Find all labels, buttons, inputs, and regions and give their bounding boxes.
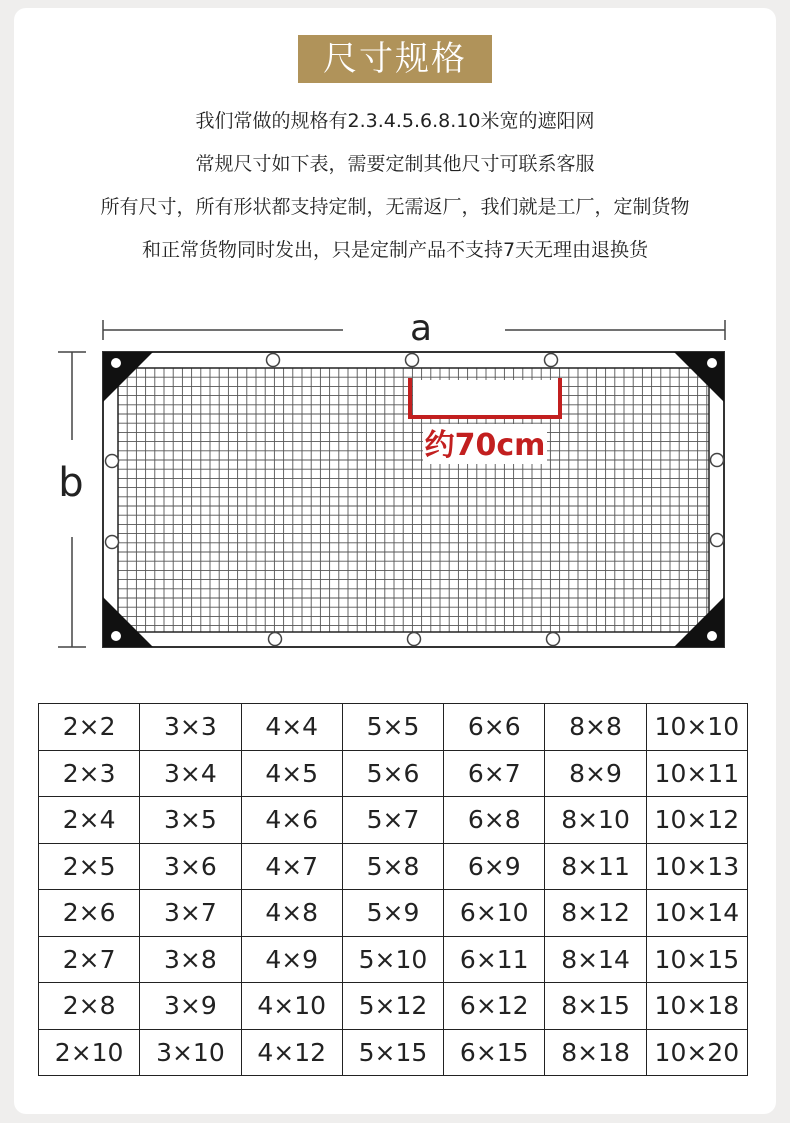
- size-cell: 8×12: [545, 890, 646, 937]
- size-cell: 2×3: [39, 750, 140, 797]
- size-cell: 3×7: [140, 890, 241, 937]
- size-cell: 10×20: [646, 1029, 747, 1076]
- size-cell: 8×8: [545, 704, 646, 751]
- size-cell: 2×5: [39, 843, 140, 890]
- size-cell: 4×10: [241, 983, 342, 1030]
- size-cell: 2×6: [39, 890, 140, 937]
- size-cell: 4×4: [241, 704, 342, 751]
- size-cell: 4×8: [241, 890, 342, 937]
- table-row: [39, 750, 748, 797]
- size-cell: 5×9: [342, 890, 443, 937]
- size-cell: 2×10: [39, 1029, 140, 1076]
- size-table: [38, 703, 748, 1076]
- size-cell: 5×6: [342, 750, 443, 797]
- size-cell: 6×12: [444, 983, 545, 1030]
- size-cell: 4×7: [241, 843, 342, 890]
- size-cell: 3×4: [140, 750, 241, 797]
- size-cell: 5×15: [342, 1029, 443, 1076]
- size-cell: 8×11: [545, 843, 646, 890]
- size-cell: 3×9: [140, 983, 241, 1030]
- size-cell: 5×7: [342, 797, 443, 844]
- size-cell: 4×6: [241, 797, 342, 844]
- size-cell: 6×15: [444, 1029, 545, 1076]
- size-cell: 5×10: [342, 936, 443, 983]
- size-cell: 2×4: [39, 797, 140, 844]
- size-cell: 2×2: [39, 704, 140, 751]
- size-cell: 6×6: [444, 704, 545, 751]
- size-cell: 10×10: [646, 704, 747, 751]
- size-cell: 10×11: [646, 750, 747, 797]
- table-row: [39, 797, 748, 844]
- description-line-2: 常规尺寸如下表，需要定制其他尺寸可联系客服: [195, 153, 595, 175]
- table-row: [39, 843, 748, 890]
- description-line-4: 和正常货物同时发出，只是定制产品不支持7天无理由退换货: [141, 239, 649, 261]
- size-cell: 5×12: [342, 983, 443, 1030]
- size-cell: 10×13: [646, 843, 747, 890]
- table-row: [39, 936, 748, 983]
- size-cell: 3×10: [140, 1029, 241, 1076]
- size-cell: 4×5: [241, 750, 342, 797]
- page-title: 尺寸规格: [298, 35, 492, 83]
- size-cell: 3×3: [140, 704, 241, 751]
- size-cell: 4×9: [241, 936, 342, 983]
- size-cell: 10×18: [646, 983, 747, 1030]
- shade-net-diagram: [0, 300, 790, 660]
- table-row: [39, 704, 748, 751]
- size-cell: 6×10: [444, 890, 545, 937]
- size-cell: 10×15: [646, 936, 747, 983]
- width-label: a: [409, 308, 433, 349]
- size-cell: 3×6: [140, 843, 241, 890]
- table-row: [39, 890, 748, 937]
- size-cell: 10×14: [646, 890, 747, 937]
- size-cell: 8×18: [545, 1029, 646, 1076]
- size-cell: 8×10: [545, 797, 646, 844]
- table-row: [39, 1029, 748, 1076]
- size-cell: 5×8: [342, 843, 443, 890]
- description-line-3: 所有尺寸，所有形状都支持定制，无需返厂，我们就是工厂，定制货物: [100, 196, 690, 218]
- size-cell: 8×9: [545, 750, 646, 797]
- size-cell: 4×12: [241, 1029, 342, 1076]
- size-cell: 5×5: [342, 704, 443, 751]
- size-cell: 10×12: [646, 797, 747, 844]
- size-cell: 2×7: [39, 936, 140, 983]
- size-cell: 2×8: [39, 983, 140, 1030]
- spacing-bracket: [410, 378, 560, 417]
- description-line-1: 我们常做的规格有2.3.4.5.6.8.10米宽的遮阳网: [195, 110, 595, 132]
- height-label: b: [58, 460, 84, 506]
- mesh-spacing-label: 约70cm: [424, 428, 546, 463]
- size-cell: 6×7: [444, 750, 545, 797]
- size-cell: 3×5: [140, 797, 241, 844]
- size-cell: 6×9: [444, 843, 545, 890]
- size-cell: 6×8: [444, 797, 545, 844]
- size-cell: 8×14: [545, 936, 646, 983]
- size-cell: 3×8: [140, 936, 241, 983]
- size-cell: 8×15: [545, 983, 646, 1030]
- size-cell: 6×11: [444, 936, 545, 983]
- table-row: [39, 983, 748, 1030]
